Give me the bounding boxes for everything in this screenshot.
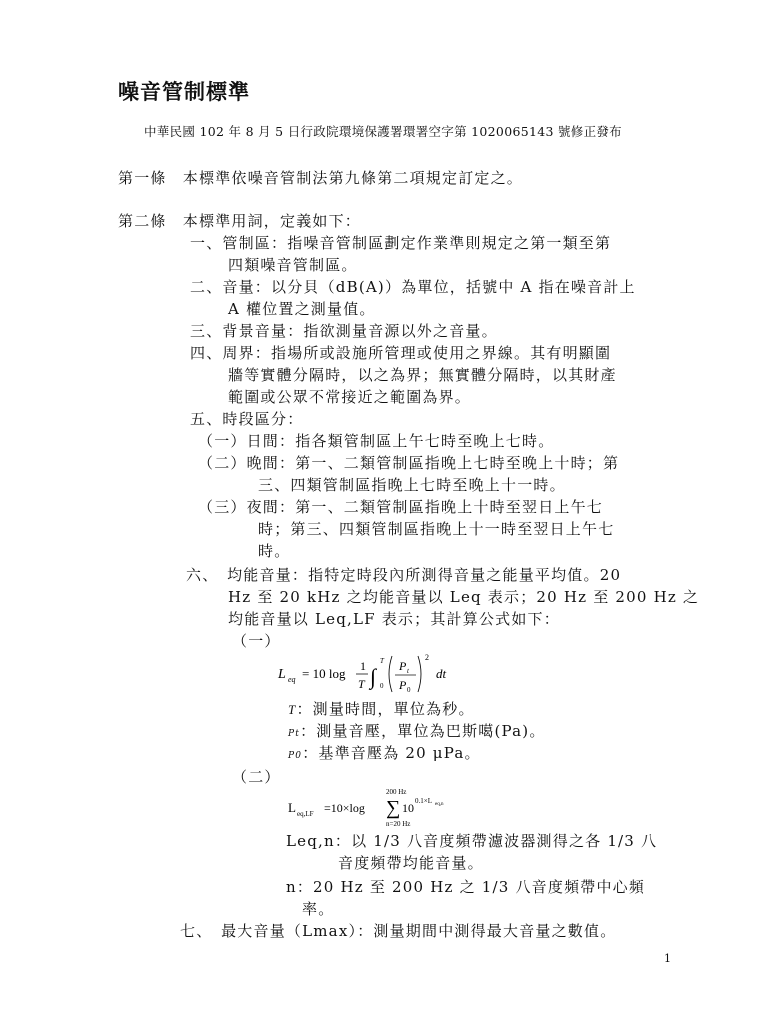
item-1-line1: 一、管制區：指噪音管制區劃定作業準則規定之第一類至第 bbox=[190, 234, 612, 252]
item-7: 七、 最大音量（Lmax）：測量期間中測得最大音量之數值。 bbox=[180, 922, 617, 940]
symbol-P0: P0 bbox=[288, 751, 303, 761]
formula-leqlf-sum-upper: 200 Hz bbox=[386, 788, 407, 796]
formula-1-def-P0: P0：基準音壓為 20 μPa。 bbox=[288, 744, 481, 762]
formula-leq-lhs: L bbox=[278, 667, 286, 682]
item-5-sub-3-line2: 時；第三、四類管制區指晚上十一時至翌日上午七 bbox=[258, 520, 615, 538]
item-5-sub-2-line2: 三、四類管制區指晚上七時至晚上十一時。 bbox=[258, 476, 566, 494]
formula-2-def-leqn-line1: Leq,n：以 1/3 八音度頻帶濾波器測得之各 1/3 八 bbox=[286, 832, 658, 850]
formula-leqlf-exp-sub: eq,n bbox=[435, 802, 444, 807]
formula-2-label: （二） bbox=[232, 768, 281, 786]
formula-leq bbox=[276, 650, 476, 698]
formula-leq-lf bbox=[286, 786, 486, 830]
formula-leqlf-eq: =10×log bbox=[324, 801, 365, 815]
symbol-Pt: Pt bbox=[288, 729, 301, 739]
formula-leqlf-base: 10 bbox=[402, 801, 414, 815]
formula-leq-p-den-sub: 0 bbox=[407, 686, 411, 694]
item-5-sub-3-line1: （三）夜間：第一、二類管制區指晚上十時至翌日上午七 bbox=[198, 498, 604, 516]
formula-leq-p-num: P bbox=[399, 659, 407, 673]
formula-leq-lhs-sub: eq bbox=[288, 675, 296, 684]
document-title: 噪音管制標準 bbox=[118, 79, 250, 104]
item-1-line2: 四類噪音管制區。 bbox=[228, 256, 358, 274]
formula-2-def-n-line2: 率。 bbox=[302, 900, 335, 918]
article-2-heading: 第二條 本標準用詞，定義如下： bbox=[118, 212, 362, 230]
formula-leq-eq: = 10 log bbox=[302, 666, 346, 681]
item-3: 三、背景音量：指欲測量音源以外之音量。 bbox=[190, 322, 498, 340]
issuance-note: 中華民國 102 年 8 月 5 日行政院環境保護署環署空字第 1020065143 號修正發布 bbox=[144, 124, 622, 139]
formula-leq-int-lower: 0 bbox=[380, 682, 384, 690]
formula-leqlf-exp: 0.1×L bbox=[415, 797, 432, 805]
item-6-line2: Hz 至 20 kHz 之均能音量以 Leq 表示；20 Hz 至 200 Hz 之 bbox=[228, 588, 700, 606]
formula-1-def-T: T：測量時間，單位為秒。 bbox=[288, 700, 475, 718]
formula-leqlf-lhs-sub: eq,LF bbox=[297, 810, 314, 818]
item-5: 五、時段區分： bbox=[190, 410, 304, 428]
formula-leq-int-upper: T bbox=[380, 657, 384, 665]
article-1: 第一條 本標準依噪音管制法第九條第二項規定訂定之。 bbox=[118, 169, 524, 187]
item-4-line2: 牆等實體分隔時，以之為界；無實體分隔時，以其財產 bbox=[228, 366, 617, 384]
formula-1-def-Pt: Pt：測量音壓，單位為巴斯噶(Pa)。 bbox=[288, 722, 546, 740]
sum-sign: ∑ bbox=[386, 797, 401, 819]
item-4-line1: 四、周界：指場所或設施所管理或使用之界線。其有明顯圍 bbox=[190, 344, 612, 362]
formula-leq-frac-den: T bbox=[358, 677, 365, 691]
formula-leq-frac-num: 1 bbox=[360, 659, 366, 673]
item-6-line1: 六、 均能音量：指特定時段內所測得音量之能量平均值。20 bbox=[186, 566, 622, 584]
formula-leqlf-lhs: L bbox=[288, 800, 296, 815]
formula-leq-p-den: P bbox=[399, 678, 407, 692]
formula-2-def-n-line1: n：20 Hz 至 200 Hz 之 1/3 八音度頻帶中心頻 bbox=[286, 878, 646, 896]
item-2-line1: 二、音量：以分貝（dB(A)）為單位，括號中 A 指在噪音計上 bbox=[190, 278, 636, 296]
item-6-line3: 均能音量以 Leq,LF 表示；其計算公式如下： bbox=[228, 610, 560, 628]
formula-2-def-leqn-line2: 音度頻帶均能音量。 bbox=[338, 854, 484, 872]
symbol-T: T bbox=[288, 702, 297, 717]
item-5-sub-3-line3: 時。 bbox=[258, 542, 291, 560]
formula-leq-dt: dt bbox=[436, 666, 447, 681]
page-number: 1 bbox=[664, 952, 671, 965]
item-4-line3: 範圍或公眾不常接近之範圍為界。 bbox=[228, 388, 472, 406]
formula-leq-p-num-sub: t bbox=[407, 667, 409, 675]
formula-1-label: （一） bbox=[232, 632, 281, 650]
item-5-sub-2-line1: （二）晚間：第一、二類管制區指晚上七時至晚上十時；第 bbox=[198, 454, 620, 472]
item-5-sub-1: （一）日間：指各類管制區上午七時至晚上七時。 bbox=[198, 432, 555, 450]
formula-leq-power: 2 bbox=[425, 653, 429, 662]
item-2-line2: A 權位置之測量值。 bbox=[228, 300, 376, 318]
integral-sign: ∫ bbox=[370, 664, 377, 689]
formula-leqlf-sum-lower: n=20 Hz bbox=[386, 820, 411, 828]
